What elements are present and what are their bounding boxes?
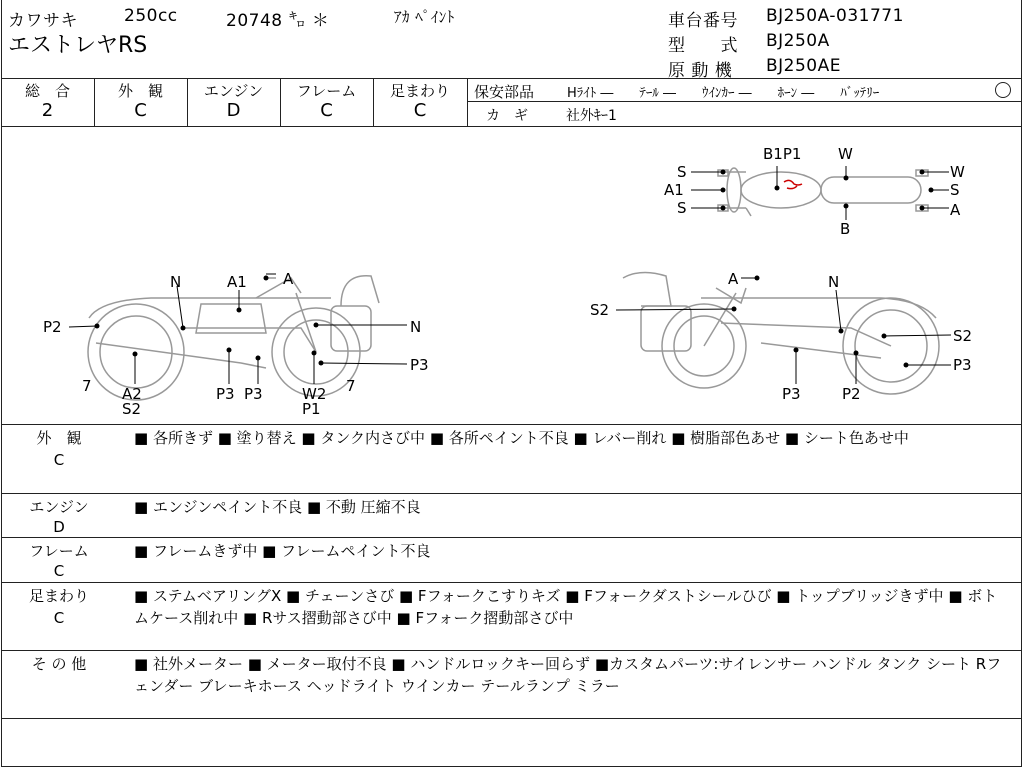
key-value: 社外ｷｰ1: [566, 108, 617, 124]
score-frame-label: フレーム: [296, 82, 357, 100]
section-exterior-label: 外 観: [36, 429, 82, 447]
key-label: カ ギ: [486, 108, 528, 124]
mark-label: A: [950, 201, 961, 219]
mark-label: W: [838, 145, 853, 163]
section-frame-label: フレーム: [29, 542, 89, 560]
section-suspension-text: ■ ステムベアリングX ■ チェーンさび ■ Fフォークこすりキズ ■ Fフォークダストシールひび ■ トップブリッジきず中 ■ ボトムケース削れ中 ■ Rサス摺動部さび中 ■ Fフォーク摺動部さび中: [134, 587, 998, 627]
mark-label: S: [677, 199, 687, 217]
mark-label: S2: [122, 400, 142, 418]
mark-label: A1: [227, 273, 247, 291]
mark-label: S: [950, 181, 960, 199]
frame-no: BJ250A-031771: [766, 6, 904, 26]
mark-label: W2: [302, 385, 327, 403]
divider: [1, 424, 1022, 425]
engine-value: BJ250AE: [766, 56, 841, 76]
mark-label: S: [677, 163, 687, 181]
frame-no-label: 車台番号: [668, 11, 738, 31]
mark-label: P3: [782, 385, 801, 403]
mark-label: W: [950, 163, 965, 181]
color: ｱｶ ﾍﾟｲﾝﾄ: [394, 8, 455, 26]
safety-label: 保安部品: [474, 83, 535, 101]
left-view-bike: [88, 276, 379, 400]
mark-label: P2: [842, 385, 861, 403]
divider: [1, 126, 1022, 127]
mark-label: A1: [664, 181, 684, 199]
section-exterior-text: ■ 各所きず ■ 塗り替え ■ タンク内さび中 ■ 各所ペイント不良 ■ レバー削れ ■ 樹脂部色あせ ■ シート色あせ中: [134, 429, 909, 447]
mark-label: S2: [953, 327, 973, 345]
mark-label: A2: [122, 385, 142, 403]
safety-items: Hﾗｲﾄ ― ﾃｰﾙ ― ｳｲﾝｶｰ ― ﾎｰﾝ ― ﾊﾞｯﾃﾘｰ: [567, 86, 880, 101]
divider: [1, 537, 1022, 538]
mark-label: A: [728, 270, 739, 288]
section-engine-grade: D: [53, 518, 65, 536]
type-label: 型 式: [668, 36, 738, 56]
mark-label: S2: [590, 301, 610, 319]
divider: [1, 650, 1022, 651]
score-exterior-label: 外 観: [117, 82, 163, 100]
mark-label: N: [828, 273, 840, 291]
mark-label: P3: [953, 356, 972, 374]
mark-label: N: [410, 318, 422, 336]
section-frame-grade: C: [53, 562, 65, 580]
score-engine-value: D: [226, 100, 241, 121]
section-suspension-label: 足まわり: [28, 587, 89, 605]
score-total-value: 2: [41, 100, 54, 121]
mark-label: B: [840, 220, 851, 238]
displacement: 250cc: [124, 6, 178, 26]
mark-label: N: [170, 273, 182, 291]
divider: [1, 718, 1022, 719]
damage-mark-icon: [784, 180, 802, 188]
section-other-label: そ の 他: [31, 655, 87, 673]
score-suspension-value: C: [413, 100, 427, 121]
section-exterior-grade: C: [53, 451, 65, 469]
mark-label: P3: [216, 385, 235, 403]
mark-dots: [95, 170, 934, 368]
mark-label: P1: [302, 400, 321, 418]
divider: [1, 78, 1022, 79]
mark-label: A: [283, 270, 294, 288]
mark-label: P2: [43, 318, 62, 336]
mark-label: P3: [410, 356, 429, 374]
divider: [467, 78, 468, 126]
divider: [1, 493, 1022, 494]
score-exterior-value: C: [134, 100, 147, 121]
type-value: BJ250A: [766, 31, 830, 51]
model-name: エストレヤRS: [8, 33, 148, 58]
battery-circle-icon: [995, 82, 1011, 98]
leader-lines: [69, 166, 951, 384]
maker: カワサキ: [8, 11, 78, 31]
mark-label: B1P1: [763, 145, 802, 163]
divider: [1, 582, 1022, 583]
mark-label: 7: [346, 377, 356, 395]
section-other-text: ■ 社外メーター ■ メーター取付不良 ■ ハンドルロックキー回らず ■カスタムパーツ:サイレンサー ハンドル タンク シート Rフェンダー ブレーキホース ヘッドライト ウインカー テールランプ ミラー: [134, 655, 1002, 695]
score-frame-value: C: [320, 100, 333, 121]
section-engine-text: ■ エンジンペイント不良 ■ 不動 圧縮不良: [134, 498, 421, 516]
divider: [467, 101, 1022, 102]
section-frame-text: ■ フレームきず中 ■ フレームペイント不良: [134, 542, 431, 560]
damage-diagram: [1, 128, 1021, 424]
right-view-bike: [623, 272, 939, 394]
score-total-label: 総 合: [24, 82, 70, 100]
score-engine-label: エンジン: [203, 82, 264, 100]
section-engine-label: エンジン: [29, 498, 89, 516]
score-suspension-label: 足まわり: [389, 82, 450, 100]
mark-label: P3: [244, 385, 263, 403]
mileage: 20748 ㌔ ＊: [226, 11, 330, 31]
mark-label: 7: [82, 377, 92, 395]
engine-label: 原 動 機: [668, 61, 733, 81]
section-suspension-grade: C: [53, 609, 65, 627]
top-view-bike: [718, 168, 928, 216]
